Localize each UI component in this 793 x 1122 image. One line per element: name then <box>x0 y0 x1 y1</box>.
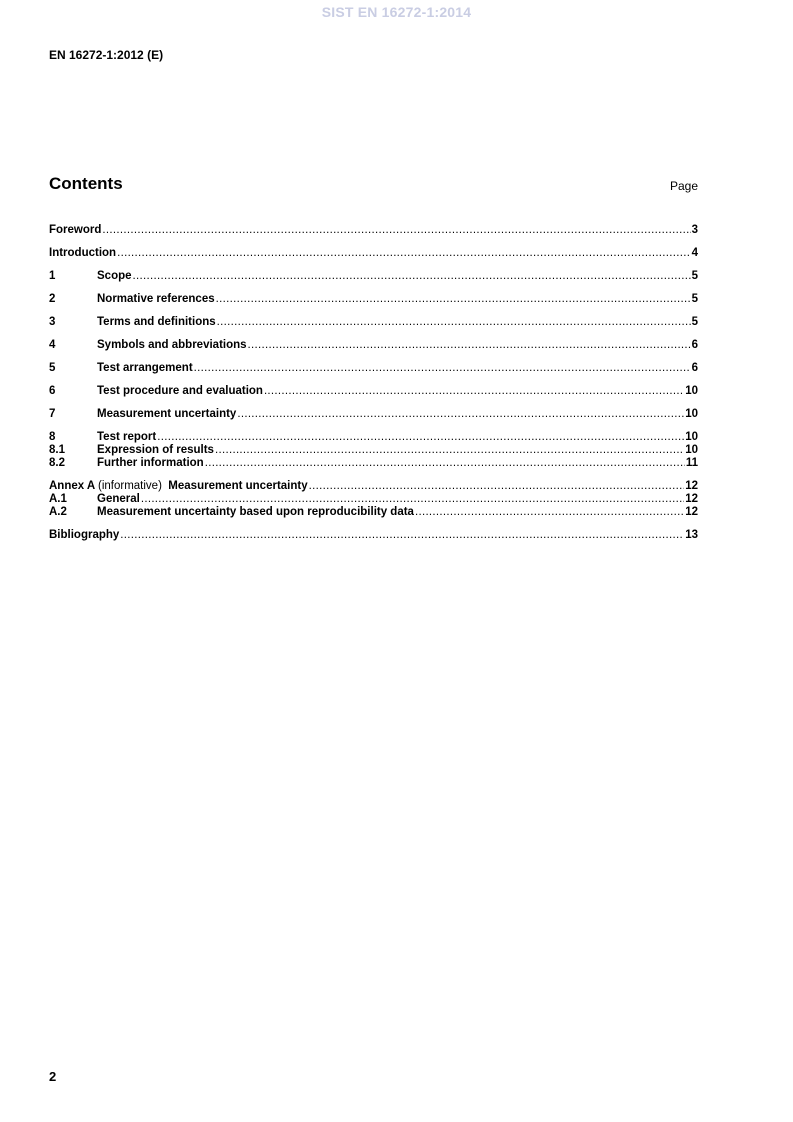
toc-entry-title: Foreword <box>49 224 102 236</box>
table-of-contents <box>49 224 698 542</box>
toc-entry-page: 12 <box>685 506 698 518</box>
toc-entry-title: Test procedure and evaluation <box>97 385 263 397</box>
dot-leader <box>264 385 684 398</box>
toc-entry-number: 7 <box>49 408 56 420</box>
toc-entry-4[interactable] <box>49 339 698 352</box>
dot-leader <box>217 316 691 329</box>
toc-entry-title: Expression of results <box>97 444 214 456</box>
toc-entry-7[interactable] <box>49 408 698 421</box>
toc-entry-page: 12 <box>685 493 698 505</box>
toc-entry-number: A.2 <box>49 506 67 518</box>
annex-qualifier: (informative) <box>98 480 162 492</box>
toc-entry-a-1[interactable] <box>49 493 698 506</box>
toc-entry-title: Normative references <box>97 293 215 305</box>
page-column-label: Page <box>669 179 698 193</box>
toc-entry-8-1[interactable] <box>49 444 698 457</box>
contents-heading: Contents <box>49 174 123 193</box>
toc-entry-number: A.1 <box>49 493 67 505</box>
toc-entry-title: Further information <box>97 457 204 469</box>
dot-leader <box>237 408 684 421</box>
document-id: EN 16272-1:2012 (E) <box>49 48 164 62</box>
dot-leader <box>194 362 691 375</box>
toc-entry-title: Test report <box>97 431 157 443</box>
dot-leader <box>157 431 684 444</box>
toc-entry-page: 12 <box>685 480 698 492</box>
toc-entry-2[interactable] <box>49 293 698 306</box>
dot-leader <box>102 224 690 237</box>
toc-entry-6[interactable] <box>49 385 698 398</box>
dot-leader <box>133 270 691 283</box>
toc-entry-title: Introduction <box>49 247 117 259</box>
toc-entry-number: 8.2 <box>49 457 65 469</box>
toc-entry-page: 13 <box>685 529 698 541</box>
toc-entry-page: 6 <box>691 339 698 351</box>
toc-entry-a-2[interactable] <box>49 506 698 519</box>
toc-entry-5[interactable] <box>49 362 698 375</box>
dot-leader <box>309 480 685 493</box>
toc-entry-bibliography[interactable] <box>49 529 698 542</box>
toc-entry-page: 5 <box>691 293 698 305</box>
toc-entry-page: 10 <box>685 408 698 420</box>
dot-leader <box>120 529 684 542</box>
dot-leader <box>415 506 684 519</box>
watermark: SIST EN 16272-1:2014 <box>321 4 472 20</box>
toc-entry-page: 10 <box>685 444 698 456</box>
toc-entry-page: 5 <box>691 270 698 282</box>
toc-entry-title: Symbols and abbreviations <box>97 339 247 351</box>
toc-entry-foreword[interactable] <box>49 224 698 237</box>
toc-entry-number: 4 <box>49 339 56 351</box>
dot-leader <box>215 444 684 457</box>
toc-entry-title: Scope <box>97 270 132 282</box>
toc-entry-title: Terms and definitions <box>97 316 216 328</box>
toc-entry-title: Measurement uncertainty <box>97 408 237 420</box>
toc-entry-8[interactable] <box>49 431 698 444</box>
dot-leader <box>216 293 691 306</box>
toc-entry-page: 10 <box>685 431 698 443</box>
toc-entry-number: 6 <box>49 385 56 397</box>
toc-entry-number: 8.1 <box>49 444 65 456</box>
dot-leader <box>205 457 685 470</box>
annex-prefix: Annex A <box>49 480 95 492</box>
toc-entry-number: 8 <box>49 431 56 443</box>
toc-entry-annex-a[interactable] <box>49 480 698 493</box>
dot-leader <box>141 493 684 506</box>
dot-leader <box>248 339 691 352</box>
toc-entry-3[interactable] <box>49 316 698 329</box>
toc-entry-number: 2 <box>49 293 56 305</box>
toc-entry-number: 1 <box>49 270 56 282</box>
toc-entry-title <box>49 480 308 493</box>
toc-entry-page: 11 <box>685 457 698 469</box>
toc-entry-1[interactable] <box>49 270 698 283</box>
toc-entry-title: Test arrangement <box>97 362 193 374</box>
toc-entry-title: Bibliography <box>49 529 120 541</box>
toc-entry-introduction[interactable] <box>49 247 698 260</box>
toc-entry-page: 3 <box>691 224 698 236</box>
annex-title: Measurement uncertainty <box>168 480 308 492</box>
page-number: 2 <box>49 1069 57 1084</box>
toc-entry-page: 4 <box>691 247 698 259</box>
toc-entry-title: General <box>97 493 140 505</box>
toc-entry-page: 5 <box>691 316 698 328</box>
dot-leader <box>117 247 691 260</box>
toc-entry-title: Measurement uncertainty based upon reproducibility data <box>97 506 414 518</box>
toc-entry-number: 5 <box>49 362 56 374</box>
toc-entry-page: 10 <box>685 385 698 397</box>
toc-entry-8-2[interactable] <box>49 457 698 470</box>
toc-entry-page: 6 <box>691 362 698 374</box>
toc-entry-number: 3 <box>49 316 56 328</box>
